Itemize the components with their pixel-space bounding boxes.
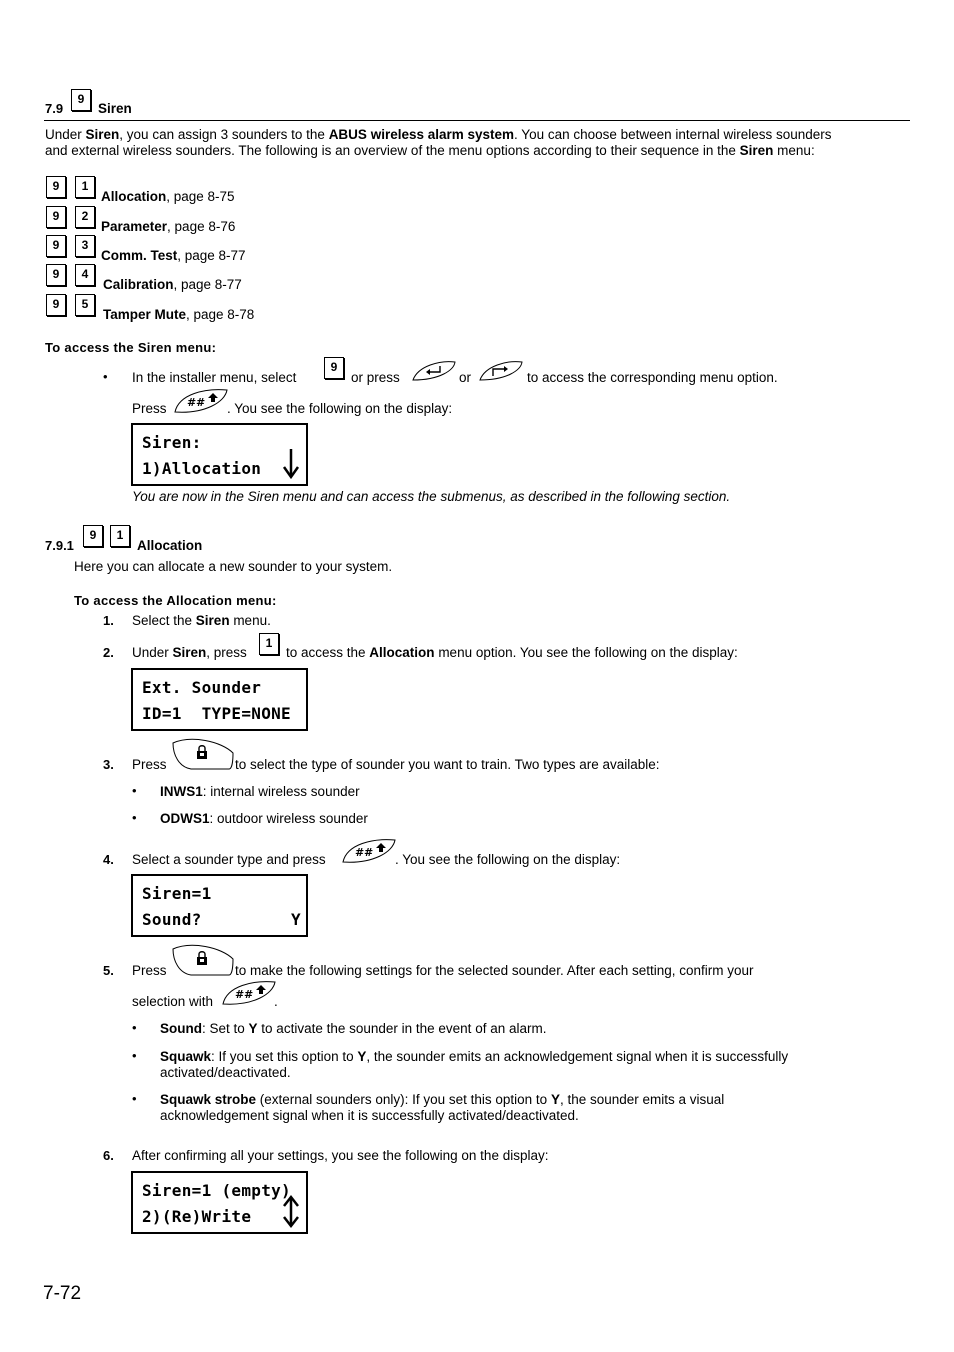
lock-button-icon xyxy=(171,943,235,977)
text-run: : Set to xyxy=(202,1021,249,1036)
overview-item xyxy=(101,248,246,264)
access-text-or: or press xyxy=(351,370,400,385)
key-1: 1 xyxy=(259,633,279,655)
sounder-type-name: INWS1 xyxy=(160,784,203,799)
step-4-text-b: . You see the following on the display: xyxy=(395,852,621,867)
lcd-line-1: Siren: xyxy=(142,433,202,452)
setting-name: Squawk xyxy=(160,1049,212,1064)
page-number: 7-72 xyxy=(43,1283,82,1304)
key-9: 9 xyxy=(46,176,66,198)
text-run: and external wireless sounders. The following is an overview of the menu options according to their sequence in the xyxy=(45,143,740,158)
lock-button-icon xyxy=(171,737,235,771)
section-title: Siren xyxy=(98,101,132,116)
menu-option-name: Parameter xyxy=(101,219,168,234)
bullet: • xyxy=(103,369,108,384)
key-9: 9 xyxy=(46,206,66,228)
text-run: menu option. You see the following on the display: xyxy=(434,645,738,660)
intro-line-1 xyxy=(45,127,832,143)
sounder-type-desc: : outdoor wireless sounder xyxy=(209,811,368,826)
return-left-icon xyxy=(410,358,458,384)
sounder-type-item xyxy=(160,811,368,827)
key-1: 1 xyxy=(75,176,95,198)
step-5-text: to make the following settings for the selected sounder. After each setting, confirm your xyxy=(235,963,754,978)
lcd-line-1: Siren=1 (empty) xyxy=(142,1181,291,1200)
menu-option-name: Calibration xyxy=(103,277,174,292)
page-ref: , page 8-76 xyxy=(167,219,236,234)
setting-desc-continued: activated/deactivated. xyxy=(160,1065,291,1080)
key-4: 4 xyxy=(75,264,95,286)
step-number: 3. xyxy=(103,757,114,772)
step-2-text-a xyxy=(132,645,247,661)
lcd-line-2: 1)Allocation xyxy=(142,459,262,478)
bold-text: Allocation xyxy=(369,645,435,660)
key-2: 2 xyxy=(75,206,95,228)
access-text-end: to access the corresponding menu option. xyxy=(527,370,778,385)
bullet: • xyxy=(132,783,137,798)
lcd-display xyxy=(131,668,308,731)
svg-text:#: # xyxy=(187,396,197,409)
subsection-intro: Here you can allocate a new sounder to your system. xyxy=(74,559,393,574)
key-9: 9 xyxy=(83,525,103,547)
access-press: Press xyxy=(132,401,167,416)
bullet: • xyxy=(132,810,137,825)
text-run: Select the xyxy=(132,613,196,628)
overview-item xyxy=(101,189,235,205)
access-note: You are now in the Siren menu and can access the submenus, as described in the following section. xyxy=(132,489,731,504)
text-run: menu. xyxy=(229,613,271,628)
down-arrow-icon xyxy=(283,447,299,479)
setting-item xyxy=(160,1092,724,1108)
bullet: • xyxy=(132,1091,137,1106)
svg-text:#: # xyxy=(235,988,245,1001)
page-ref: , page 8-77 xyxy=(177,248,246,263)
bold-text: Siren xyxy=(739,143,774,158)
intro-line-2 xyxy=(45,143,815,159)
key-9: 9 xyxy=(46,235,66,257)
svg-text:#: # xyxy=(364,846,374,859)
hash-up-button-icon xyxy=(221,978,277,1008)
access-heading: To access the Siren menu: xyxy=(45,340,217,355)
text-run: , you can assign 3 sounders to the xyxy=(119,127,329,142)
key-9: 9 xyxy=(46,294,66,316)
subsection-title: Allocation xyxy=(137,538,203,553)
setting-item xyxy=(160,1021,546,1037)
text-run: (external sounders only): If you set this option to xyxy=(256,1092,551,1107)
text-run: Under xyxy=(45,127,86,142)
svg-text:#: # xyxy=(196,396,206,409)
lcd-line-2: ID=1 TYPE=NONE xyxy=(142,704,291,723)
page-ref: , page 8-78 xyxy=(186,307,255,322)
text-run: to activate the sounder in the event of an alarm. xyxy=(257,1021,547,1036)
key-9: 9 xyxy=(324,357,344,379)
overview-item xyxy=(103,277,242,293)
overview-item xyxy=(103,307,254,323)
key-9: 9 xyxy=(71,89,91,111)
bold-text: Y xyxy=(550,1092,560,1107)
setting-desc-continued: acknowledgement signal when it is successfully activated/deactivated. xyxy=(160,1108,579,1123)
access-press-tail: . You see the following on the display: xyxy=(227,401,453,416)
access-text-1: In the installer menu, select xyxy=(132,370,297,385)
text-run: , the sounder emits a visual xyxy=(559,1092,725,1107)
bold-text: Siren xyxy=(195,613,230,628)
step-number: 6. xyxy=(103,1148,114,1163)
bold-text: Y xyxy=(248,1021,258,1036)
step-number: 2. xyxy=(103,645,114,660)
setting-name: Sound xyxy=(160,1021,202,1036)
bold-text: Siren xyxy=(172,645,207,660)
menu-option-name: Comm. Test xyxy=(101,248,178,263)
step-number: 4. xyxy=(103,852,114,867)
step-5-selection: selection with xyxy=(132,994,214,1009)
sounder-type-desc: : internal wireless sounder xyxy=(202,784,360,799)
step-5-period: . xyxy=(274,994,278,1009)
section-number: 7.9 xyxy=(45,101,64,116)
text-run: to access the xyxy=(286,645,370,660)
step-number: 1. xyxy=(103,613,114,628)
lcd-display xyxy=(131,423,308,486)
lcd-display xyxy=(131,874,308,937)
page-ref: , page 8-77 xyxy=(173,277,242,292)
lcd-display xyxy=(131,1171,308,1234)
text-run: Under xyxy=(132,645,173,660)
step-number: 5. xyxy=(103,963,114,978)
lcd-line-1: Siren=1 xyxy=(142,884,212,903)
page-ref: , page 8-75 xyxy=(166,189,235,204)
svg-text:#: # xyxy=(355,846,365,859)
step-5-press: Press xyxy=(132,963,167,978)
lcd-line-2: 2)(Re)Write xyxy=(142,1207,252,1226)
overview-item xyxy=(101,219,235,235)
lcd-line-1: Ext. Sounder xyxy=(142,678,262,697)
menu-option-name: Tamper Mute xyxy=(103,307,187,322)
step-3-press: Press xyxy=(132,757,167,772)
key-9: 9 xyxy=(46,264,66,286)
bullet: • xyxy=(132,1020,137,1035)
step-3-text: to select the type of sounder you want to train. Two types are available: xyxy=(235,757,660,772)
sounder-type-item xyxy=(160,784,360,800)
setting-name: Squawk strobe xyxy=(160,1092,257,1107)
text-run: menu: xyxy=(773,143,815,158)
key-3: 3 xyxy=(75,235,95,257)
section-divider xyxy=(44,120,910,121)
key-1: 1 xyxy=(110,525,130,547)
text-run: : If you set this option to xyxy=(211,1049,358,1064)
return-right-icon xyxy=(477,358,525,384)
bold-text: Y xyxy=(357,1049,367,1064)
subsection-number: 7.9.1 xyxy=(45,538,74,553)
allocation-heading: To access the Allocation menu: xyxy=(74,593,277,608)
lcd-line-2: Sound? Y xyxy=(142,910,301,929)
access-text-or-2: or xyxy=(459,370,472,385)
up-down-arrow-icon xyxy=(283,1195,299,1229)
text-run: . You can choose between internal wireless sounders xyxy=(514,127,832,142)
key-5: 5 xyxy=(75,294,95,316)
bold-text: Siren xyxy=(85,127,120,142)
step-6-text: After confirming all your settings, you see the following on the display: xyxy=(132,1148,549,1163)
text-run: , press xyxy=(206,645,247,660)
step-4-text-a: Select a sounder type and press xyxy=(132,852,326,867)
menu-option-name: Allocation xyxy=(101,189,167,204)
hash-up-button-icon xyxy=(341,836,397,866)
step-1-text xyxy=(132,613,271,629)
svg-text:#: # xyxy=(244,988,254,1001)
sounder-type-name: ODWS1 xyxy=(160,811,210,826)
text-run: , the sounder emits an acknowledgement signal when it is successfully xyxy=(366,1049,789,1064)
bullet: • xyxy=(132,1048,137,1063)
bold-text: ABUS wireless alarm system xyxy=(328,127,515,142)
hash-up-button-icon xyxy=(173,386,229,416)
setting-item xyxy=(160,1049,788,1065)
step-2-text-b xyxy=(286,645,738,661)
